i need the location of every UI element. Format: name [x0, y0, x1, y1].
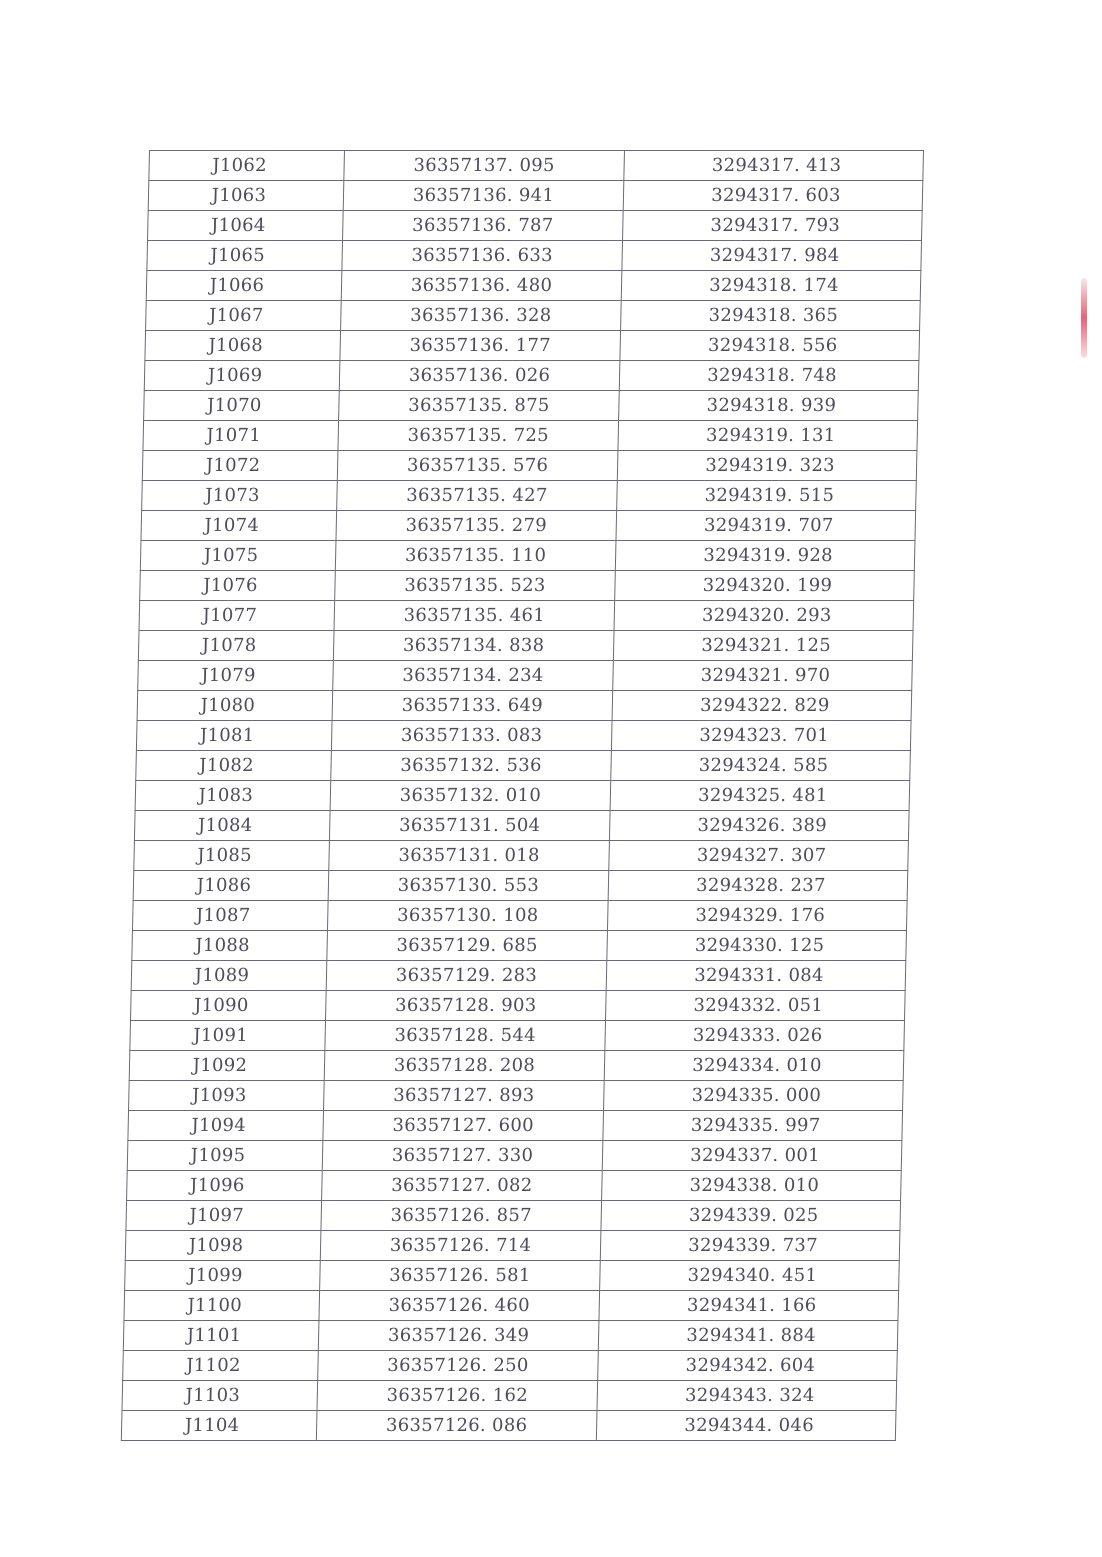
- y-coordinate-cell: 3294327. 307: [609, 841, 909, 871]
- y-coordinate-cell: 3294330. 125: [607, 931, 907, 961]
- point-id-cell: J1069: [144, 361, 340, 391]
- y-coordinate-cell: 3294321. 970: [613, 661, 913, 691]
- table-row: [132, 931, 907, 961]
- table-row: [138, 631, 913, 661]
- y-coordinate-cell: 3294323. 701: [611, 721, 911, 751]
- x-coordinate-cell: 36357132. 536: [331, 751, 612, 781]
- point-id-cell: J1078: [138, 631, 334, 661]
- point-id-cell: J1085: [134, 841, 330, 871]
- table-row: [142, 481, 917, 511]
- point-id-cell: J1068: [145, 331, 341, 361]
- y-coordinate-cell: 3294322. 829: [612, 691, 912, 721]
- y-coordinate-cell: 3294318. 174: [621, 271, 921, 301]
- point-id-cell: J1067: [146, 301, 342, 331]
- point-id-cell: J1100: [124, 1291, 320, 1321]
- y-coordinate-cell: 3294320. 293: [614, 601, 914, 631]
- x-coordinate-cell: 36357134. 234: [333, 661, 614, 691]
- y-coordinate-cell: 3294325. 481: [610, 781, 910, 811]
- point-id-cell: J1086: [133, 871, 329, 901]
- coordinate-table: [121, 150, 924, 1441]
- point-id-cell: J1065: [147, 241, 343, 271]
- x-coordinate-cell: 36357129. 685: [327, 931, 608, 961]
- point-id-cell: J1070: [144, 391, 340, 421]
- y-coordinate-cell: 3294317. 793: [623, 211, 923, 241]
- table-row: [147, 241, 922, 271]
- x-coordinate-cell: 36357126. 857: [321, 1201, 602, 1231]
- y-coordinate-cell: 3294317. 603: [623, 181, 923, 211]
- point-id-cell: J1092: [129, 1051, 325, 1081]
- x-coordinate-cell: 36357126. 250: [318, 1351, 599, 1381]
- y-coordinate-cell: 3294341. 884: [598, 1321, 898, 1351]
- point-id-cell: J1102: [123, 1351, 319, 1381]
- x-coordinate-cell: 36357130. 553: [328, 871, 609, 901]
- table-row: [123, 1351, 898, 1381]
- x-coordinate-cell: 36357127. 082: [322, 1171, 603, 1201]
- table-row: [145, 331, 920, 361]
- y-coordinate-cell: 3294318. 748: [619, 361, 919, 391]
- table-row: [146, 271, 921, 301]
- table-row: [149, 151, 924, 181]
- x-coordinate-cell: 36357136. 026: [339, 361, 620, 391]
- x-coordinate-cell: 36357137. 095: [344, 151, 625, 181]
- x-coordinate-cell: 36357129. 283: [326, 961, 607, 991]
- point-id-cell: J1101: [123, 1321, 319, 1351]
- point-id-cell: J1089: [131, 961, 327, 991]
- y-coordinate-cell: 3294333. 026: [605, 1021, 905, 1051]
- y-coordinate-cell: 3294341. 166: [599, 1291, 899, 1321]
- y-coordinate-cell: 3294326. 389: [609, 811, 909, 841]
- table-row: [136, 751, 911, 781]
- table-row: [126, 1201, 901, 1231]
- y-coordinate-cell: 3294340. 451: [600, 1261, 900, 1291]
- y-coordinate-cell: 3294342. 604: [598, 1351, 898, 1381]
- y-coordinate-cell: 3294335. 997: [603, 1111, 903, 1141]
- table-row: [131, 961, 906, 991]
- point-id-cell: J1075: [140, 541, 336, 571]
- point-id-cell: J1099: [125, 1261, 321, 1291]
- point-id-cell: J1091: [130, 1021, 326, 1051]
- x-coordinate-cell: 36357136. 787: [343, 211, 624, 241]
- table-row: [125, 1231, 900, 1261]
- point-id-cell: J1093: [129, 1081, 325, 1111]
- x-coordinate-cell: 36357126. 349: [318, 1321, 599, 1351]
- point-id-cell: J1098: [125, 1231, 321, 1261]
- point-id-cell: J1087: [132, 901, 328, 931]
- y-coordinate-cell: 3294334. 010: [604, 1051, 904, 1081]
- table-row: [143, 421, 918, 451]
- point-id-cell: J1082: [136, 751, 332, 781]
- x-coordinate-cell: 36357126. 460: [319, 1291, 600, 1321]
- table-row: [129, 1051, 904, 1081]
- table-row: [141, 511, 916, 541]
- table-row: [134, 811, 909, 841]
- y-coordinate-cell: 3294328. 237: [608, 871, 908, 901]
- x-coordinate-cell: 36357136. 328: [341, 301, 622, 331]
- point-id-cell: J1076: [140, 571, 336, 601]
- y-coordinate-cell: 3294317. 984: [622, 241, 922, 271]
- table-row: [140, 541, 915, 571]
- x-coordinate-cell: 36357135. 461: [334, 601, 615, 631]
- y-coordinate-cell: 3294335. 000: [604, 1081, 904, 1111]
- x-coordinate-cell: 36357133. 649: [332, 691, 613, 721]
- point-id-cell: J1104: [121, 1411, 317, 1441]
- x-coordinate-cell: 36357134. 838: [333, 631, 614, 661]
- y-coordinate-cell: 3294338. 010: [602, 1171, 902, 1201]
- point-id-cell: J1074: [141, 511, 337, 541]
- point-id-cell: J1072: [142, 451, 338, 481]
- point-id-cell: J1073: [142, 481, 338, 511]
- point-id-cell: J1063: [148, 181, 344, 211]
- y-coordinate-cell: 3294317. 413: [624, 151, 924, 181]
- point-id-cell: J1103: [122, 1381, 318, 1411]
- y-coordinate-cell: 3294343. 324: [597, 1381, 897, 1411]
- table-row: [137, 691, 912, 721]
- point-id-cell: J1090: [131, 991, 327, 1021]
- table-row: [139, 601, 914, 631]
- point-id-cell: J1071: [143, 421, 339, 451]
- x-coordinate-cell: 36357136. 480: [341, 271, 622, 301]
- table-row: [127, 1141, 902, 1171]
- table-row: [124, 1291, 899, 1321]
- y-coordinate-cell: 3294318. 556: [620, 331, 920, 361]
- point-id-cell: J1066: [146, 271, 342, 301]
- x-coordinate-cell: 36357126. 162: [317, 1381, 598, 1411]
- point-id-cell: J1084: [134, 811, 330, 841]
- table-row: [135, 781, 910, 811]
- x-coordinate-cell: 36357135. 279: [336, 511, 617, 541]
- x-coordinate-cell: 36357127. 893: [324, 1081, 605, 1111]
- table-row: [128, 1111, 903, 1141]
- x-coordinate-cell: 36357135. 875: [339, 391, 620, 421]
- table-row: [130, 1021, 905, 1051]
- point-id-cell: J1079: [138, 661, 334, 691]
- table-row: [142, 451, 917, 481]
- point-id-cell: J1097: [126, 1201, 322, 1231]
- point-id-cell: J1081: [136, 721, 332, 751]
- y-coordinate-cell: 3294339. 025: [601, 1201, 901, 1231]
- table-row: [133, 871, 908, 901]
- table-row: [132, 901, 907, 931]
- point-id-cell: J1088: [132, 931, 328, 961]
- table-row: [148, 181, 923, 211]
- x-coordinate-cell: 36357132. 010: [330, 781, 611, 811]
- y-coordinate-cell: 3294318. 365: [621, 301, 921, 331]
- table-row: [148, 211, 923, 241]
- point-id-cell: J1094: [128, 1111, 324, 1141]
- y-coordinate-cell: 3294331. 084: [606, 961, 906, 991]
- y-coordinate-cell: 3294319. 323: [617, 451, 917, 481]
- y-coordinate-cell: 3294329. 176: [607, 901, 907, 931]
- table-row: [129, 1081, 904, 1111]
- point-id-cell: J1096: [127, 1171, 323, 1201]
- x-coordinate-cell: 36357126. 086: [316, 1411, 597, 1441]
- table-row: [144, 391, 919, 421]
- x-coordinate-cell: 36357128. 903: [326, 991, 607, 1021]
- y-coordinate-cell: 3294319. 707: [616, 511, 916, 541]
- x-coordinate-cell: 36357135. 427: [337, 481, 618, 511]
- y-coordinate-cell: 3294319. 928: [615, 541, 915, 571]
- table-row: [134, 841, 909, 871]
- x-coordinate-cell: 36357131. 018: [329, 841, 610, 871]
- y-coordinate-cell: 3294332. 051: [606, 991, 906, 1021]
- x-coordinate-cell: 36357126. 714: [320, 1231, 601, 1261]
- x-coordinate-cell: 36357128. 544: [325, 1021, 606, 1051]
- x-coordinate-cell: 36357131. 504: [329, 811, 610, 841]
- point-id-cell: J1083: [135, 781, 331, 811]
- x-coordinate-cell: 36357135. 576: [337, 451, 618, 481]
- x-coordinate-cell: 36357135. 523: [335, 571, 616, 601]
- table-row: [131, 991, 906, 1021]
- x-coordinate-cell: 36357135. 725: [338, 421, 619, 451]
- table-row: [138, 661, 913, 691]
- table-row: [146, 301, 921, 331]
- coordinate-table-body: [121, 151, 923, 1441]
- y-coordinate-cell: 3294318. 939: [619, 391, 919, 421]
- point-id-cell: J1077: [139, 601, 335, 631]
- y-coordinate-cell: 3294337. 001: [602, 1141, 902, 1171]
- table-row: [136, 721, 911, 751]
- x-coordinate-cell: 36357127. 330: [322, 1141, 603, 1171]
- y-coordinate-cell: 3294320. 199: [615, 571, 915, 601]
- point-id-cell: J1062: [149, 151, 345, 181]
- table-row: [123, 1321, 898, 1351]
- y-coordinate-cell: 3294321. 125: [613, 631, 913, 661]
- x-coordinate-cell: 36357136. 633: [342, 241, 623, 271]
- y-coordinate-cell: 3294339. 737: [600, 1231, 900, 1261]
- point-id-cell: J1064: [148, 211, 344, 241]
- y-coordinate-cell: 3294319. 131: [618, 421, 918, 451]
- table-row: [122, 1381, 897, 1411]
- table-row: [140, 571, 915, 601]
- x-coordinate-cell: 36357128. 208: [324, 1051, 605, 1081]
- x-coordinate-cell: 36357133. 083: [331, 721, 612, 751]
- y-coordinate-cell: 3294319. 515: [617, 481, 917, 511]
- table-row: [121, 1411, 896, 1441]
- y-coordinate-cell: 3294344. 046: [596, 1411, 896, 1441]
- table-row: [127, 1171, 902, 1201]
- x-coordinate-cell: 36357135. 110: [335, 541, 616, 571]
- x-coordinate-cell: 36357130. 108: [327, 901, 608, 931]
- point-id-cell: J1080: [137, 691, 333, 721]
- y-coordinate-cell: 3294324. 585: [611, 751, 911, 781]
- x-coordinate-cell: 36357136. 177: [340, 331, 621, 361]
- point-id-cell: J1095: [127, 1141, 323, 1171]
- seal-edge-mark: [1081, 278, 1087, 358]
- x-coordinate-cell: 36357136. 941: [343, 181, 624, 211]
- x-coordinate-cell: 36357126. 581: [320, 1261, 601, 1291]
- table-row: [125, 1261, 900, 1291]
- x-coordinate-cell: 36357127. 600: [323, 1111, 604, 1141]
- table-row: [144, 361, 919, 391]
